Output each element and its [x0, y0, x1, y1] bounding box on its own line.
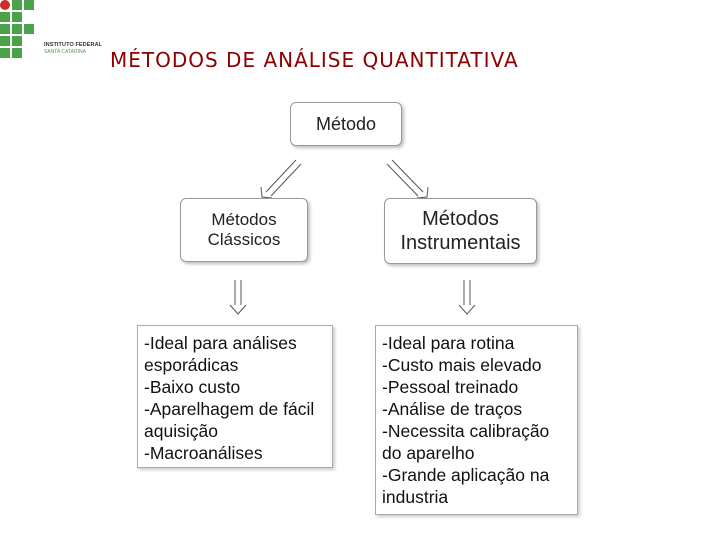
list-item: -Pessoal treinado [382, 377, 519, 397]
classical-line1: Métodos [211, 210, 277, 229]
arrow-root-to-classical [261, 160, 301, 198]
instrumental-features-list [375, 325, 578, 515]
list-item: -Macroanálises [144, 443, 263, 463]
arrow-classical-down [230, 280, 246, 314]
list-item: -Custo mais elevado [382, 355, 542, 375]
list-item: -Aparelhagem de fácil [144, 399, 315, 419]
root-method-box [290, 102, 402, 146]
classical-line2: Clássicos [207, 230, 281, 249]
logo-institution-text: INSTITUTO FEDERAL [44, 42, 103, 48]
arrow-root-to-instrumental [387, 160, 428, 198]
list-item: -Necessita calibração [382, 421, 550, 441]
instrumental-methods-box [384, 198, 537, 264]
list-item: industria [382, 487, 449, 507]
instrumental-line2: Instrumentais [400, 232, 521, 254]
list-item: -Análise de traços [382, 399, 523, 419]
classical-methods-box [180, 198, 308, 262]
root-method-label: Método [315, 113, 377, 134]
list-item: esporádicas [144, 355, 239, 375]
list-item: -Grande aplicação na [382, 465, 550, 485]
list-item: do aparelho [382, 443, 475, 463]
logo-campus-text: SANTA CATARINA [44, 49, 86, 55]
list-item: -Ideal para análises [144, 333, 297, 353]
list-item: aquisição [144, 421, 218, 441]
instrumental-line1: Métodos [422, 208, 499, 230]
list-item: -Baixo custo [144, 377, 241, 397]
page-title: MÉTODOS DE ANÁLISE QUANTITATIVA [110, 48, 519, 72]
classical-features-list [137, 325, 333, 468]
list-item: -Ideal para rotina [382, 333, 515, 353]
arrow-instrumental-down [459, 280, 475, 314]
